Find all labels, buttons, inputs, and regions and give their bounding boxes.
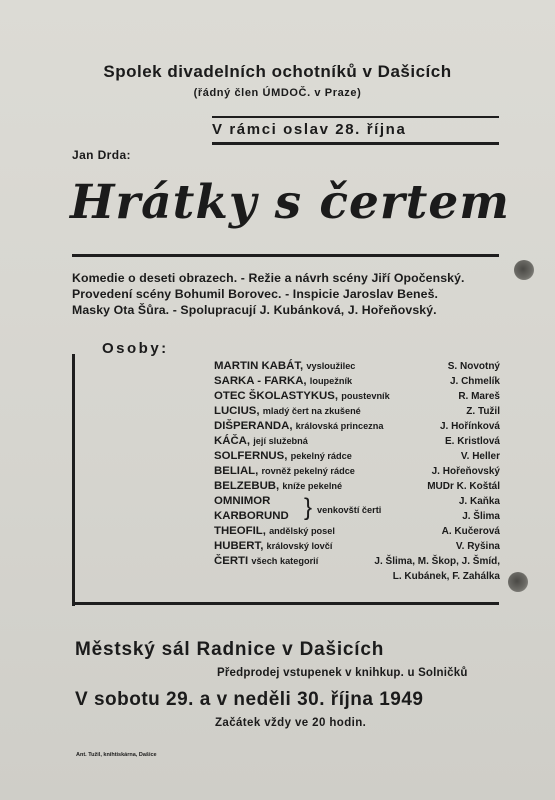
punch-hole-upper: [514, 260, 534, 280]
cast-row: DIŠPERANDA, královská princezna J. Hořínková: [214, 420, 500, 432]
cast-row: KÁČA, její služebná E. Kristlová: [214, 435, 500, 447]
cast-list: [214, 359, 500, 584]
cast-row: MARTIN KABÁT, vysloužilec S. Novotný: [214, 360, 500, 372]
credits-line: Komedie o deseti obrazech. - Režie a návrh scény Jiří Opočenský.: [72, 271, 465, 285]
start-time: Začátek vždy ve 20 hodin.: [215, 717, 367, 729]
performance-date: V sobotu 29. a v neděli 30. října 1949: [75, 689, 424, 710]
presale-line: Předprodej vstupenek v knihkup. u Solničků: [217, 667, 468, 679]
cast-row: HUBERT, královský lovčí V. Ryšina: [214, 540, 500, 552]
membership-note: (řádný člen ÚMDOČ. v Praze): [193, 87, 362, 99]
production-credits: [72, 270, 465, 318]
cast-frame-bottom: [72, 602, 499, 605]
cast-row: OTEC ŠKOLASTYKUS, poustevník R. Mareš: [214, 390, 500, 402]
cast-heading: Osoby:: [102, 340, 169, 357]
cast-row: ČERTI všech kategorií J. Šlima, M. Škop, J. Šmíd,: [214, 555, 500, 567]
cast-row: BELIAL, rovněž pekelný rádce J. Hořeňovský: [214, 465, 500, 477]
cast-row: LUCIUS, mladý čert na zkušené Z. Tužil: [214, 405, 500, 417]
credits-line: Provedení scény Bohumil Borovec. - Inspicie Jaroslav Beneš.: [72, 287, 439, 301]
title-underline: [72, 254, 499, 257]
cast-row-pair: OMNIMOR KARBORUND } venkovští čerti J. Kaňka J. Šlima: [214, 494, 500, 522]
punch-hole-lower: [508, 572, 528, 592]
author-name: Jan Drda:: [72, 148, 131, 162]
cast-frame-left: [72, 354, 75, 606]
play-title: Hrátky s čertem: [70, 175, 511, 230]
celebration-underline: [212, 142, 499, 145]
cast-row: SARKA - FARKA, loupežník J. Chmelík: [214, 375, 500, 387]
pair-role: venkovští čerti: [317, 505, 382, 515]
cast-row: SOLFERNUS, pekelný rádce V. Heller: [214, 450, 500, 462]
cast-row-continued: L. Kubánek, F. Zahálka: [392, 571, 500, 582]
printer-credit: Ant. Tužil, knihtiskárna, Dašice: [76, 752, 157, 758]
venue-line: Městský sál Radnice v Dašicích: [75, 639, 385, 660]
cast-row: BELZEBUB, kníže pekelné MUDr K. Koštál: [214, 480, 500, 492]
top-rule: [212, 116, 499, 118]
brace-glyph: }: [304, 494, 313, 521]
credits-line: Masky Ota Šůra. - Spolupracují J. Kubánková, J. Hořeňovský.: [72, 303, 437, 317]
cast-row: THEOFIL, andělský posel A. Kučerová: [214, 525, 500, 537]
celebration-line: V rámci oslav 28. října: [212, 121, 407, 138]
society-name: Spolek divadelních ochotníků v Dašicích: [103, 62, 452, 81]
